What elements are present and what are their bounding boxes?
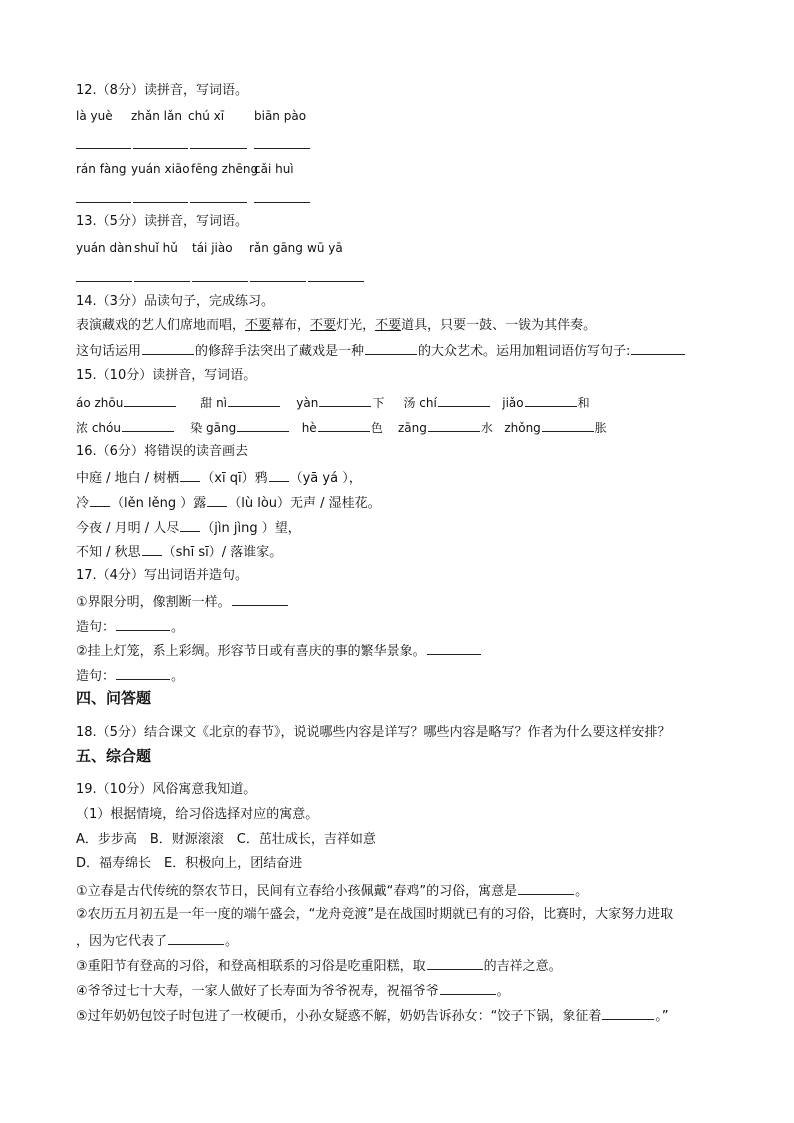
pinyin-yuan-xiao: yuán xiāo bbox=[131, 162, 190, 176]
q14-task bbox=[76, 343, 686, 358]
q19-item-text: ①立春是古代传统的祭农节日，民间有立春给小孩佩戴“春鸡”的习俗，寓意是 bbox=[76, 884, 518, 899]
answer-line[interactable] bbox=[254, 148, 310, 149]
poem-text: 不知 / 秋思 bbox=[76, 545, 141, 560]
answer-blank[interactable] bbox=[116, 668, 170, 680]
q15-row2 bbox=[76, 420, 607, 434]
q15-item: 胀 bbox=[594, 421, 607, 435]
answer-line[interactable] bbox=[133, 202, 188, 203]
q19-item5 bbox=[76, 1008, 669, 1023]
q14-bold-word: 不要 bbox=[310, 318, 337, 333]
q14-sentence-part: 灯光， bbox=[336, 318, 376, 333]
q19-item3 bbox=[76, 958, 562, 973]
q17-item2 bbox=[76, 643, 482, 658]
answer-line[interactable] bbox=[76, 202, 131, 203]
pinyin-shui-hu: shuǐ hǔ bbox=[134, 241, 178, 255]
q15-item: 甜 nì bbox=[200, 396, 228, 410]
q15-item: jiǎo bbox=[502, 396, 524, 410]
answer-blank[interactable] bbox=[631, 343, 685, 355]
q19-sub1: （1）根据情境，给习俗选择对应的寓意。 bbox=[76, 807, 319, 822]
q19-item-text: ⑤过年奶奶包饺子时包进了一枚硬币，小孙女疑惑不解，奶奶告诉孙女：“饺子下锅，象征着 bbox=[76, 1009, 602, 1024]
section-title-comprehensive: 五、综合题 bbox=[76, 747, 152, 765]
pinyin-feng-zheng: fēng zhēng bbox=[191, 162, 259, 176]
pinyin-ran-gang: rǎn gāng bbox=[249, 241, 303, 255]
pinyin-choice[interactable]: （yā yá ）， bbox=[289, 471, 362, 486]
q17-make2 bbox=[76, 668, 184, 683]
q15-item: 浓 chóu bbox=[76, 421, 121, 435]
answer-blank[interactable] bbox=[180, 470, 200, 482]
q15-item: yàn bbox=[296, 396, 319, 410]
q15-item: 染 gāng bbox=[190, 421, 237, 435]
q19-item-text: 的吉祥之意。 bbox=[483, 959, 562, 974]
q19-header: 19.（10分）风俗寓意我知道。 bbox=[76, 782, 257, 797]
answer-blank[interactable] bbox=[180, 520, 200, 532]
pinyin-la-yue: là yuè bbox=[76, 109, 113, 123]
q17-end: 。 bbox=[171, 669, 185, 684]
answer-blank[interactable] bbox=[602, 1008, 654, 1020]
pinyin-choice[interactable]: （jìn jìng ）望， bbox=[201, 521, 301, 536]
q17-header: 17.（4分）写出词语并造句。 bbox=[76, 568, 248, 583]
q12-header: 12.（8分）读拼音，写词语。 bbox=[76, 83, 248, 98]
answer-blank[interactable] bbox=[428, 420, 480, 432]
q14-sentence-part: 表演藏戏的艺人们席地而唱， bbox=[76, 318, 246, 333]
pinyin-bian-pao: biān pào bbox=[254, 109, 307, 123]
q19-item2-cont bbox=[76, 933, 238, 948]
pinyin-yuan-dan: yuán dàn bbox=[76, 241, 133, 255]
pinyin-tai-jiao: tái jiào bbox=[192, 241, 233, 255]
answer-blank[interactable] bbox=[228, 395, 280, 407]
q15-row1 bbox=[76, 395, 590, 409]
answer-blank[interactable] bbox=[237, 420, 289, 432]
q19-item4 bbox=[76, 983, 510, 998]
answer-line[interactable] bbox=[254, 202, 310, 203]
q14-task-text: 这句话运用 bbox=[76, 344, 142, 359]
answer-blank[interactable] bbox=[318, 420, 370, 432]
q15-item: zhǒng bbox=[504, 421, 541, 435]
q14-task-text: 的大众艺术。运用加粗词语仿写句子: bbox=[418, 344, 631, 359]
answer-line[interactable] bbox=[133, 148, 188, 149]
q19-options-row2: D．福寿绵长 E．积极向上，团结奋进 bbox=[76, 856, 303, 871]
q17-item1 bbox=[76, 594, 289, 609]
section-title-qa: 四、问答题 bbox=[76, 689, 152, 707]
answer-blank[interactable] bbox=[427, 643, 481, 655]
answer-blank[interactable] bbox=[365, 343, 417, 355]
pinyin-cai-hui: cǎi huì bbox=[254, 162, 294, 176]
answer-line[interactable] bbox=[76, 281, 132, 282]
answer-blank[interactable] bbox=[525, 395, 577, 407]
q17-item-text: ①界限分明，像割断一样。 bbox=[76, 595, 231, 610]
q14-header: 14.（3分）品读句子，完成练习。 bbox=[76, 294, 274, 309]
q14-bold-word: 不要 bbox=[375, 318, 402, 333]
answer-blank[interactable] bbox=[124, 395, 176, 407]
answer-blank[interactable] bbox=[207, 495, 227, 507]
q19-item-text: 。” bbox=[655, 1009, 669, 1024]
q16-header: 16.（6分）将错误的读音画去 bbox=[76, 444, 248, 459]
q15-item: 色 bbox=[370, 421, 383, 435]
answer-blank[interactable] bbox=[168, 933, 224, 945]
q15-header: 15.（10分）读拼音，写词语。 bbox=[76, 368, 257, 383]
q15-item: 下 bbox=[372, 396, 385, 410]
answer-blank[interactable] bbox=[319, 395, 371, 407]
answer-line[interactable] bbox=[192, 281, 248, 282]
answer-blank[interactable] bbox=[542, 420, 594, 432]
answer-blank[interactable] bbox=[440, 983, 496, 995]
poem-text: 中庭 / 地白 / 树栖 bbox=[76, 471, 180, 486]
q17-end: 。 bbox=[171, 620, 185, 635]
q16-line2 bbox=[76, 495, 381, 510]
answer-blank[interactable] bbox=[142, 544, 162, 556]
answer-blank[interactable] bbox=[518, 883, 574, 895]
q15-item: 和 bbox=[577, 396, 590, 410]
q16-line1 bbox=[76, 470, 362, 485]
q13-header: 13.（5分）读拼音，写词语。 bbox=[76, 214, 248, 229]
q19-item-text: 。 bbox=[225, 934, 239, 949]
pinyin-choice[interactable]: （lěn lěng ）露 bbox=[111, 496, 207, 511]
answer-blank[interactable] bbox=[142, 343, 194, 355]
q17-make1 bbox=[76, 619, 184, 634]
poem-text: 今夜 / 月明 / 人尽 bbox=[76, 521, 180, 536]
pinyin-ran-fang: rán fàng bbox=[76, 162, 127, 176]
q16-line3 bbox=[76, 520, 301, 535]
q19-item-text: 。 bbox=[575, 884, 589, 899]
q19-item-text: ，因为它代表了 bbox=[76, 934, 168, 949]
q19-item-text: ③重阳节有登高的习俗，和登高相联系的习俗是吃重阳糕，取 bbox=[76, 959, 426, 974]
q14-task-text: 的修辞手法突出了藏戏是一种 bbox=[195, 344, 365, 359]
q14-sentence bbox=[76, 319, 596, 332]
q17-make-label: 造句： bbox=[76, 620, 116, 635]
answer-line[interactable] bbox=[134, 281, 190, 282]
answer-line[interactable] bbox=[308, 281, 364, 282]
q19-item-text: 。 bbox=[496, 984, 510, 999]
q19-item-text: ④爷爷过七十大寿，一家人做好了长寿面为爷爷祝寿，祝福爷爷 bbox=[76, 984, 439, 999]
q18-text: 18.（5分）结合课文《北京的春节》，说说哪些内容是详写？哪些内容是略写？作者为什么要这样安排？ bbox=[76, 725, 671, 740]
answer-line[interactable] bbox=[250, 281, 306, 282]
pinyin-choice[interactable]: （xī qī）鸦 bbox=[201, 471, 268, 486]
q15-item: hè bbox=[301, 421, 317, 435]
pinyin-chu-xi: chú xī bbox=[188, 109, 225, 123]
pinyin-zhan-lan: zhǎn lǎn bbox=[131, 109, 182, 123]
q19-options-row1: A．步步高 B．财源滚滚 C．茁壮成长，吉祥如意 bbox=[76, 832, 376, 847]
answer-line[interactable] bbox=[190, 202, 247, 203]
q16-line4 bbox=[76, 544, 282, 559]
q14-bold-word: 不要 bbox=[245, 318, 272, 333]
q19-item2: ②农历五月初五是一年一度的端午盛会，“龙舟竞渡”是在战国时期就已有的习俗，比赛时，大家努力进取 bbox=[76, 907, 674, 922]
answer-blank[interactable] bbox=[427, 958, 483, 970]
q14-sentence-part: 幕布， bbox=[271, 318, 311, 333]
q15-item: zāng bbox=[397, 421, 427, 435]
q15-item: 水 bbox=[480, 421, 493, 435]
pinyin-choice[interactable]: （lù lòu）无声 / 湿桂花。 bbox=[228, 496, 381, 511]
poem-text: 冷 bbox=[76, 496, 90, 511]
pinyin-choice[interactable]: （shī sī）/ 落谁家。 bbox=[162, 545, 283, 560]
q19-item1 bbox=[76, 883, 588, 898]
answer-blank[interactable] bbox=[232, 594, 288, 606]
q17-item-text: ②挂上灯笼，系上彩绸。形容节日或有喜庆的事的繁华景象。 bbox=[76, 644, 426, 659]
answer-line[interactable] bbox=[76, 148, 131, 149]
answer-blank[interactable] bbox=[269, 470, 289, 482]
answer-blank[interactable] bbox=[122, 420, 174, 432]
answer-line[interactable] bbox=[190, 148, 247, 149]
answer-blank[interactable] bbox=[116, 619, 170, 631]
q14-sentence-part: 道具，只要一鼓、一钹为其伴奏。 bbox=[401, 318, 597, 333]
pinyin-wu-ya: wū yā bbox=[307, 241, 343, 255]
q17-make-label: 造句： bbox=[76, 669, 116, 684]
q15-item: áo zhōu bbox=[76, 396, 124, 410]
answer-blank[interactable] bbox=[438, 395, 490, 407]
q15-item: 汤 chí bbox=[403, 396, 437, 410]
answer-blank[interactable] bbox=[90, 495, 110, 507]
